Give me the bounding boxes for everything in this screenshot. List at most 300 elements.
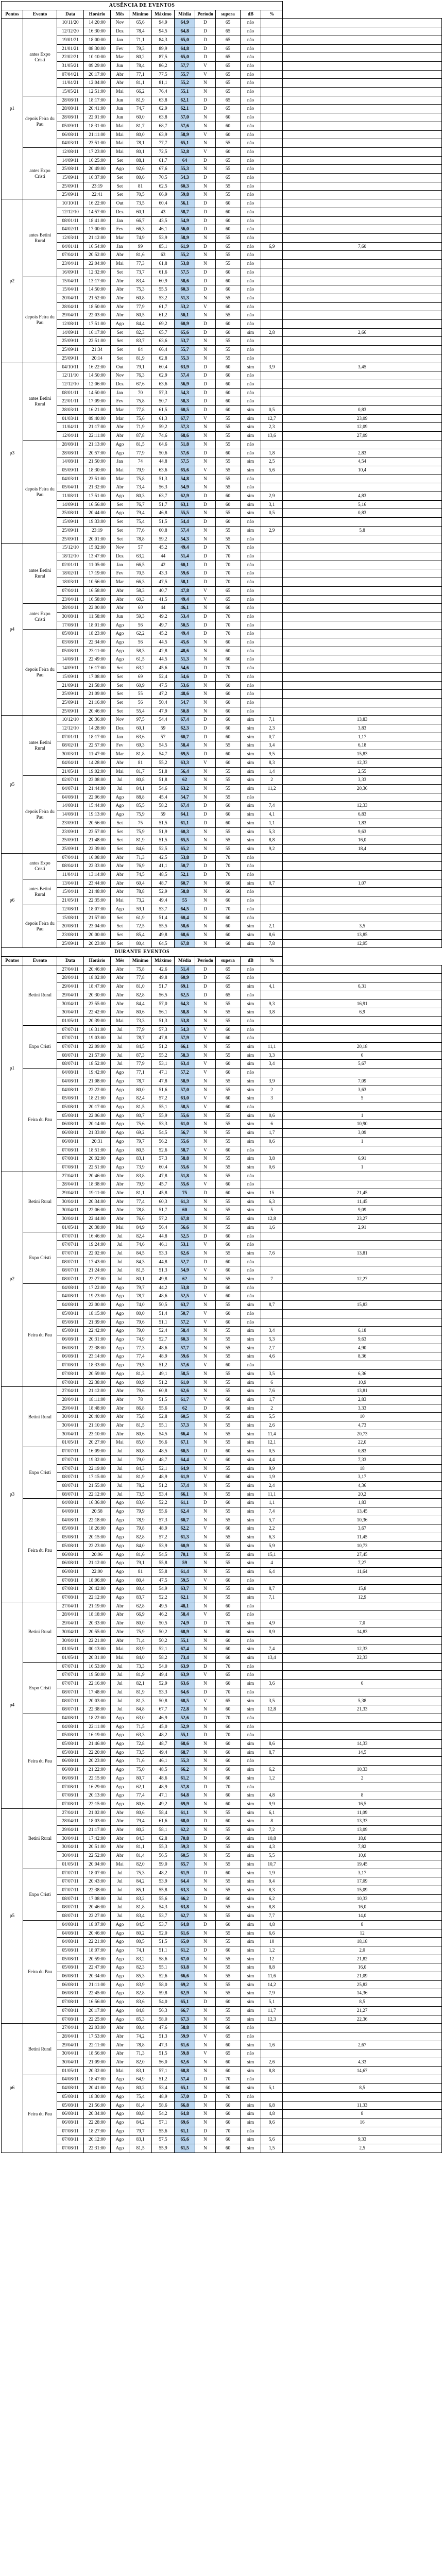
- data-cell: 70: [216, 621, 241, 630]
- data-cell: 20:56:00: [84, 819, 111, 827]
- data-cell: N: [195, 1344, 216, 1352]
- table-row: [2, 337, 442, 346]
- data-cell: D: [195, 174, 216, 182]
- data-cell: 60: [216, 1524, 241, 1533]
- evento-cell: antes Expo Cristi: [23, 147, 57, 199]
- data-cell: 12,33: [283, 802, 442, 810]
- data-cell: 21:34: [84, 346, 111, 354]
- data-cell: 6,2: [261, 1894, 283, 1903]
- data-cell: sim: [241, 1447, 261, 1456]
- data-cell: V: [195, 1576, 216, 1585]
- data-cell: [261, 251, 283, 260]
- ponto-cell: p2: [2, 199, 23, 363]
- data-cell: 58,0: [152, 2015, 175, 2024]
- data-cell: não: [241, 156, 261, 165]
- data-cell: 70: [216, 664, 241, 673]
- data-cell: N: [195, 1016, 216, 1025]
- data-cell: 28/04/11: [57, 1611, 84, 1619]
- data-cell: 18:15:00: [84, 1309, 111, 1318]
- data-cell: 60: [216, 1094, 241, 1103]
- data-cell: 3,67: [283, 1524, 442, 1533]
- data-cell: sim: [241, 2015, 261, 2024]
- data-cell: não: [241, 113, 261, 122]
- data-cell: 77,9: [129, 302, 152, 311]
- data-cell: 60: [216, 1817, 241, 1826]
- table-row: [2, 1086, 442, 1094]
- ponto-cell: p6: [2, 853, 23, 948]
- data-cell: 25/09/11: [57, 690, 84, 699]
- data-cell: 19,45: [283, 1860, 442, 1869]
- data-cell: Abr: [111, 758, 129, 767]
- data-cell: 55,6: [175, 1180, 195, 1189]
- data-cell: [261, 793, 283, 802]
- data-cell: [261, 1309, 283, 1318]
- data-cell: 65,5: [175, 836, 195, 845]
- data-cell: V: [195, 1060, 216, 1069]
- data-cell: N: [195, 2041, 216, 2049]
- table-row: [2, 1490, 442, 1499]
- data-cell: 47,1: [152, 1791, 175, 1800]
- data-cell: Ago: [111, 1963, 129, 1972]
- data-cell: 67,4: [175, 802, 195, 810]
- data-cell: 76,4: [152, 88, 175, 96]
- data-cell: 55: [216, 1352, 241, 1361]
- data-cell: [261, 2127, 283, 2136]
- data-cell: 25/09/11: [57, 182, 84, 191]
- data-cell: 54,6: [175, 672, 195, 681]
- table-row: [2, 681, 442, 690]
- data-cell: 04/08/11: [57, 1069, 84, 1077]
- table-row: [2, 1155, 442, 1163]
- data-cell: 05/08/11: [57, 630, 84, 638]
- data-cell: 65,6: [175, 2136, 195, 2144]
- data-cell: [283, 1258, 442, 1266]
- data-cell: D: [195, 27, 216, 36]
- data-cell: sim: [241, 1507, 261, 1516]
- data-cell: 84,3: [129, 1258, 152, 1266]
- data-cell: 18:03:00: [84, 1817, 111, 1826]
- data-cell: 63,6: [175, 1680, 195, 1688]
- data-cell: Jul: [111, 1025, 129, 1034]
- column-header: Mês: [111, 10, 129, 19]
- data-cell: sim: [241, 1946, 261, 1955]
- data-cell: 51,2: [152, 1043, 175, 1052]
- data-cell: [261, 2024, 283, 2032]
- data-cell: 73,3: [129, 1662, 152, 1671]
- data-cell: 52,2: [152, 1499, 175, 1507]
- data-cell: 7,09: [283, 1077, 442, 1086]
- data-cell: 04/03/11: [57, 139, 84, 148]
- data-cell: 4,33: [283, 2058, 442, 2067]
- data-cell: N: [195, 79, 216, 88]
- data-cell: [283, 569, 442, 578]
- data-cell: 9,6: [261, 2118, 283, 2127]
- data-cell: 60: [216, 388, 241, 397]
- data-cell: Ago: [111, 1783, 129, 1791]
- data-cell: 69,2: [175, 1980, 195, 1989]
- data-cell: 14:28:00: [84, 724, 111, 733]
- data-cell: N: [195, 1843, 216, 1852]
- data-cell: 2,1: [261, 922, 283, 931]
- data-cell: 81: [129, 182, 152, 191]
- data-cell: 57,4: [175, 371, 195, 380]
- data-cell: Abr: [111, 423, 129, 432]
- data-cell: Ago: [111, 1129, 129, 1138]
- data-cell: N: [195, 879, 216, 888]
- data-cell: [261, 1671, 283, 1680]
- table-row: [2, 1361, 442, 1370]
- data-cell: 61,1: [175, 2127, 195, 2136]
- data-cell: 55: [216, 1989, 241, 1998]
- data-cell: [283, 621, 442, 630]
- data-cell: 46,1: [152, 1241, 175, 1249]
- data-cell: 21:50:00: [84, 457, 111, 466]
- data-cell: 46,9: [152, 1714, 175, 1722]
- data-cell: 10:56:00: [84, 578, 111, 587]
- data-cell: 52,1: [152, 1645, 175, 1654]
- data-cell: 83,2: [129, 1955, 152, 1963]
- data-cell: 54,5: [152, 741, 175, 750]
- data-cell: 13,09: [283, 1826, 442, 1835]
- data-cell: Ago: [111, 1318, 129, 1327]
- data-cell: 16,0: [283, 1903, 442, 1912]
- data-cell: 77,4: [129, 1197, 152, 1206]
- data-cell: 70: [216, 672, 241, 681]
- data-cell: 8,8: [261, 836, 283, 845]
- data-cell: [283, 388, 442, 397]
- evento-cell: Betini Rural: [23, 2024, 57, 2075]
- data-cell: 9,9: [261, 1800, 283, 1808]
- data-cell: 46,1: [152, 1757, 175, 1766]
- data-cell: 08/07/11: [57, 1912, 84, 1921]
- data-cell: 55,5: [152, 285, 175, 294]
- data-cell: 60: [216, 2066, 241, 2075]
- data-cell: 63,2: [175, 784, 195, 793]
- data-cell: 5,3: [261, 1335, 283, 1344]
- data-cell: 13,4: [261, 1654, 283, 1663]
- data-cell: 04/08/11: [57, 1920, 84, 1929]
- table-row: [2, 1740, 442, 1749]
- data-cell: 1,9: [261, 1473, 283, 1482]
- data-cell: 22:06:00: [84, 793, 111, 802]
- data-cell: 22:04:00: [84, 260, 111, 268]
- data-cell: não: [241, 53, 261, 62]
- data-cell: [283, 113, 442, 122]
- data-cell: 55,2: [152, 758, 175, 767]
- data-cell: 60,3: [175, 1335, 195, 1344]
- data-cell: Set: [111, 827, 129, 836]
- data-cell: 15:44:00: [84, 802, 111, 810]
- data-cell: 2,83: [283, 449, 442, 457]
- table-row: [2, 630, 442, 638]
- data-cell: 51,6: [152, 1086, 175, 1094]
- data-cell: 60: [216, 1283, 241, 1292]
- data-cell: 60: [216, 690, 241, 699]
- data-cell: 51,4: [175, 965, 195, 974]
- data-cell: 2,83: [283, 1395, 442, 1404]
- data-cell: 09:40:00: [84, 414, 111, 423]
- data-cell: 9,63: [283, 1335, 442, 1344]
- data-cell: 52,7: [175, 1258, 195, 1266]
- table-row: [2, 1275, 442, 1284]
- data-cell: V: [195, 1146, 216, 1155]
- data-cell: 84,0: [129, 1654, 152, 1663]
- data-cell: 16:36:00: [84, 1499, 111, 1507]
- table-row: [2, 1481, 442, 1490]
- data-cell: 65: [216, 991, 241, 999]
- table-row: [2, 328, 442, 337]
- data-cell: 63,1: [175, 500, 195, 509]
- data-cell: 65: [216, 70, 241, 79]
- data-cell: 3,17: [283, 1869, 442, 1877]
- data-cell: 8: [283, 1920, 442, 1929]
- data-cell: 55,2: [175, 79, 195, 88]
- data-cell: 15/05/21: [57, 88, 84, 96]
- data-cell: N: [195, 999, 216, 1008]
- data-cell: 62,1: [175, 1594, 195, 1602]
- data-cell: 68,5: [175, 1697, 195, 1705]
- data-cell: 60: [216, 285, 241, 294]
- data-cell: 47,9: [152, 707, 175, 716]
- data-cell: 55: [216, 784, 241, 793]
- data-cell: 23,27: [283, 1215, 442, 1224]
- data-cell: 55,1: [152, 1103, 175, 1112]
- data-cell: 60,8: [152, 526, 175, 535]
- data-cell: 51,9: [152, 827, 175, 836]
- table-row: [2, 905, 442, 913]
- data-cell: sim: [241, 432, 261, 440]
- data-cell: N: [195, 1051, 216, 1060]
- data-cell: 05/08/11: [57, 1955, 84, 1963]
- data-cell: 61,1: [175, 819, 195, 827]
- data-cell: não: [241, 397, 261, 406]
- data-cell: 19:42:00: [84, 1069, 111, 1077]
- data-cell: 75,8: [129, 397, 152, 406]
- data-cell: Nov: [111, 544, 129, 552]
- data-cell: 55: [216, 1413, 241, 1421]
- data-cell: 14,5: [283, 1748, 442, 1757]
- data-cell: 21:57:00: [84, 1051, 111, 1060]
- data-cell: 21:46:00: [84, 1740, 111, 1749]
- data-cell: 60: [216, 1069, 241, 1077]
- table-row: [2, 1929, 442, 1938]
- data-cell: 12/08/11: [57, 905, 84, 913]
- data-cell: 60,9: [175, 974, 195, 982]
- data-cell: 57,9: [175, 1034, 195, 1043]
- data-cell: sim: [241, 1852, 261, 1860]
- data-cell: não: [241, 122, 261, 130]
- data-cell: Abr: [111, 2058, 129, 2067]
- data-cell: N: [195, 1378, 216, 1387]
- data-cell: [261, 1283, 283, 1292]
- data-cell: 22/01/11: [57, 397, 84, 406]
- data-cell: 81,1: [152, 79, 175, 88]
- data-cell: Abr: [111, 432, 129, 440]
- data-cell: Abr: [111, 871, 129, 879]
- evento-cell: Feira du Pau: [23, 1714, 57, 1808]
- table-row: [2, 1826, 442, 1835]
- data-cell: 60: [175, 1206, 195, 1215]
- data-cell: N: [195, 2015, 216, 2024]
- column-header: Evento: [23, 957, 57, 965]
- data-cell: Jun: [111, 61, 129, 70]
- table-row: [2, 1912, 442, 1921]
- data-cell: [283, 655, 442, 664]
- data-cell: 20/04/11: [57, 294, 84, 302]
- data-cell: 22:49:00: [84, 655, 111, 664]
- data-cell: 8,8: [261, 2066, 283, 2075]
- data-cell: [261, 483, 283, 492]
- table-row: [2, 1378, 442, 1387]
- data-cell: [261, 122, 283, 130]
- data-cell: 78,1: [129, 139, 152, 148]
- data-cell: Abr: [111, 1843, 129, 1852]
- data-cell: 49,4: [175, 544, 195, 552]
- table-row: [2, 2024, 442, 2032]
- data-cell: sim: [241, 733, 261, 741]
- data-cell: D: [195, 1189, 216, 1198]
- data-cell: não: [241, 1292, 261, 1301]
- data-cell: 61,2: [152, 311, 175, 320]
- data-cell: 61,3: [152, 414, 175, 423]
- data-cell: 55: [216, 251, 241, 260]
- data-cell: 08/07/11: [57, 1258, 84, 1266]
- data-cell: 8: [283, 1791, 442, 1800]
- data-cell: [261, 1722, 283, 1731]
- data-cell: 20:03:00: [84, 1697, 111, 1705]
- data-cell: [283, 612, 442, 621]
- data-cell: 3,4: [261, 741, 283, 750]
- header-row: [2, 10, 442, 19]
- table-row: [2, 302, 442, 311]
- data-cell: 63,6: [152, 337, 175, 346]
- table-row: [2, 716, 442, 724]
- data-cell: N: [195, 2058, 216, 2067]
- data-cell: 53,1: [175, 1241, 195, 1249]
- data-cell: 60,7: [175, 1516, 195, 1524]
- data-cell: 12/04/11: [57, 432, 84, 440]
- data-cell: 6,9: [283, 1008, 442, 1017]
- data-cell: 22:00:00: [84, 1301, 111, 1310]
- data-cell: 51,4: [152, 1309, 175, 1318]
- table-row: [2, 810, 442, 819]
- data-cell: sim: [241, 1834, 261, 1843]
- data-cell: 20:36:00: [84, 716, 111, 724]
- data-cell: 21:48:00: [84, 836, 111, 845]
- data-cell: [283, 1688, 442, 1697]
- data-cell: 30/04/11: [57, 1197, 84, 1206]
- data-cell: [283, 518, 442, 527]
- data-cell: 61,2: [175, 1774, 195, 1783]
- data-cell: Mai: [111, 122, 129, 130]
- data-cell: 6,1: [261, 1808, 283, 1817]
- data-cell: 59,6: [175, 569, 195, 578]
- data-cell: 55: [216, 294, 241, 302]
- table-row: [2, 595, 442, 604]
- data-cell: 16,5: [283, 1800, 442, 1808]
- data-cell: 65,6: [175, 466, 195, 474]
- data-cell: N: [195, 122, 216, 130]
- data-cell: N: [195, 1155, 216, 1163]
- data-cell: 55: [216, 346, 241, 354]
- data-cell: 65: [216, 96, 241, 105]
- data-cell: N: [195, 1628, 216, 1636]
- data-cell: 80,1: [129, 1275, 152, 1284]
- data-cell: 45,4: [152, 793, 175, 802]
- data-cell: Set: [111, 913, 129, 922]
- data-cell: Ago: [111, 2084, 129, 2093]
- data-cell: 15/12/10: [57, 544, 84, 552]
- data-cell: 07/08/11: [57, 1369, 84, 1378]
- data-cell: 84,3: [129, 1834, 152, 1843]
- data-cell: 0,6: [261, 1163, 283, 1172]
- data-cell: não: [241, 1172, 261, 1180]
- data-cell: Set: [111, 354, 129, 363]
- data-cell: 18:17:00: [84, 733, 111, 741]
- data-cell: 51,8: [152, 776, 175, 785]
- data-cell: [261, 913, 283, 922]
- data-cell: sim: [241, 492, 261, 501]
- data-cell: 67,7: [152, 1705, 175, 1714]
- data-cell: 81,6: [129, 1550, 152, 1559]
- data-cell: D: [195, 1731, 216, 1740]
- data-cell: Jul: [111, 1662, 129, 1671]
- data-cell: Ago: [111, 1774, 129, 1783]
- data-cell: 51,4: [175, 552, 195, 561]
- data-cell: sim: [241, 1938, 261, 1946]
- data-cell: 04/08/11: [57, 2084, 84, 2093]
- data-cell: sim: [241, 1455, 261, 1464]
- data-cell: [283, 578, 442, 587]
- data-cell: 60: [216, 302, 241, 311]
- data-cell: 7,4: [261, 1507, 283, 1516]
- data-cell: 61,9: [175, 1869, 195, 1877]
- data-cell: 18:41:00: [84, 216, 111, 225]
- data-cell: Nov: [111, 716, 129, 724]
- data-cell: não: [241, 208, 261, 216]
- data-cell: 27,09: [283, 432, 442, 440]
- data-cell: 60: [216, 2084, 241, 2093]
- data-cell: 58,4: [175, 1611, 195, 1619]
- data-cell: 81,4: [129, 2101, 152, 2110]
- table-row: [2, 1051, 442, 1060]
- data-cell: 21:33:00: [84, 1129, 111, 1138]
- data-cell: 55,1: [175, 1731, 195, 1740]
- data-cell: 55: [216, 1155, 241, 1163]
- data-cell: Jul: [111, 1473, 129, 1482]
- data-cell: 52,6: [152, 1972, 175, 1981]
- data-cell: sim: [241, 1920, 261, 1929]
- data-cell: [283, 1714, 442, 1722]
- data-cell: 76,3: [129, 371, 152, 380]
- data-cell: 16:58:00: [84, 595, 111, 604]
- data-cell: [261, 561, 283, 569]
- data-cell: Ago: [111, 1980, 129, 1989]
- data-cell: 59,5: [175, 1576, 195, 1585]
- data-cell: N: [195, 767, 216, 776]
- data-cell: 18:56:00: [84, 2049, 111, 2058]
- data-cell: Jun: [111, 612, 129, 621]
- data-cell: 75: [129, 819, 152, 827]
- data-cell: 63,7: [175, 1301, 195, 1310]
- data-cell: Abr: [111, 1602, 129, 1611]
- table-row: [2, 1791, 442, 1800]
- data-cell: sim: [241, 1481, 261, 1490]
- data-cell: 74,1: [129, 1946, 152, 1955]
- table-row: [2, 1963, 442, 1972]
- data-cell: 22:51:00: [84, 1163, 111, 1172]
- data-cell: 21:09:00: [84, 690, 111, 699]
